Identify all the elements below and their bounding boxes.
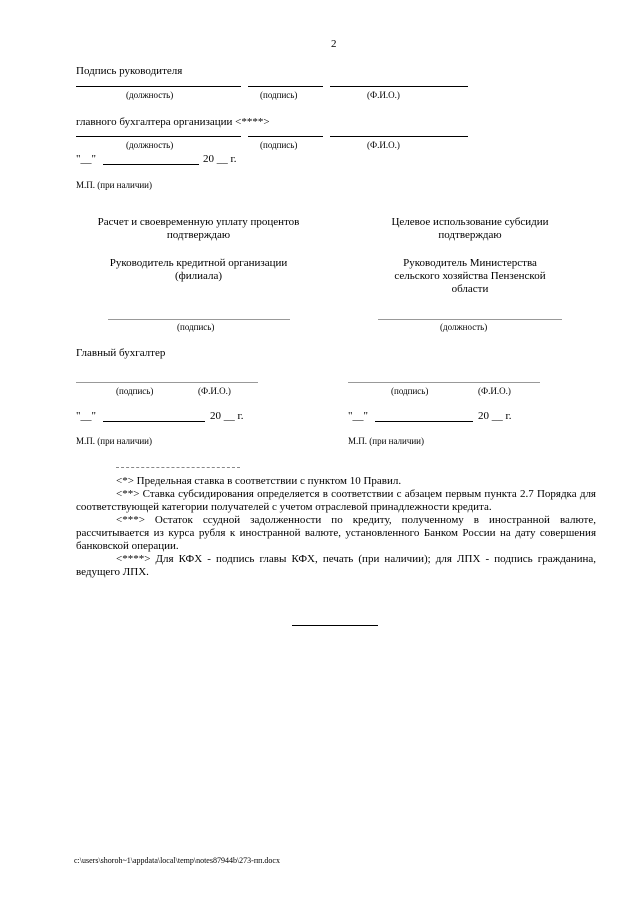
- ministry-position-line: [378, 319, 562, 320]
- chief-accountant-right-signature-label: (подпись): [391, 386, 429, 396]
- bank-signature-line: [108, 319, 290, 320]
- chief-accountant-left-stamp: М.П. (при наличии): [76, 436, 152, 446]
- chief-accountant-right-date-year: 20 __ г.: [478, 410, 512, 422]
- chief-accountant-right-name-label: (Ф.И.О.): [478, 386, 511, 396]
- file-path: c:\users\shoroh~1\appdata\local\temp\notes87944b\273-пп.docx: [74, 856, 280, 865]
- chief-accountant-left-signature-label: (подпись): [116, 386, 154, 396]
- footnote-2: <**> Ставка субсидирования определяется в соответствии с абзацем первым пункта 2.7 Порядка для соответствующей категории получателей с учетом отраслевой принадлежности кредита.: [76, 488, 596, 513]
- accountant-position-label: (должность): [126, 140, 174, 150]
- stamp-note: М.П. (при наличии): [76, 180, 152, 190]
- chief-accountant-left-date-year: 20 __ г.: [210, 410, 244, 422]
- manager-signature-heading: Подпись руководителя: [76, 65, 183, 77]
- ministry-confirmation-text: Целевое использование субсидии подтверждаю: [391, 216, 549, 241]
- date-year: 20 __ г.: [203, 153, 237, 165]
- manager-position-label: (должность): [126, 90, 174, 100]
- chief-accountant-left-line: [76, 382, 258, 383]
- bank-signature-label: (подпись): [177, 322, 215, 332]
- accountant-position-line: [76, 136, 241, 137]
- accountant-name-label: (Ф.И.О.): [367, 140, 400, 150]
- chief-accountant-left-name-label: (Ф.И.О.): [198, 386, 231, 396]
- bank-confirmation-text: Расчет и своевременную уплату процентов подтверждаю: [97, 216, 300, 241]
- bank-manager-role: Руководитель кредитной организации (филиала): [109, 257, 288, 282]
- accountant-signature-label: (подпись): [260, 140, 298, 150]
- chief-accountant-heading: Главный бухгалтер: [76, 347, 166, 359]
- chief-accountant-right-stamp: М.П. (при наличии): [348, 436, 424, 446]
- accountant-signature-line: [248, 136, 323, 137]
- footnote-1: <*> Предельная ставка в соответствии с пунктом 10 Правил.: [116, 475, 402, 487]
- footnotes: [76, 475, 596, 579]
- chief-accountant-left-date-quote: "__": [76, 410, 96, 422]
- ministry-position-label: (должность): [440, 322, 488, 332]
- manager-name-line: [330, 86, 468, 87]
- chief-accountant-right-date-line: [375, 421, 473, 422]
- ministry-manager-role: Руководитель Министерства сельского хозяйства Пензенской области: [394, 257, 546, 295]
- manager-signature-label: (подпись): [260, 90, 298, 100]
- date-quote: "__": [76, 153, 96, 165]
- manager-signature-line: [248, 86, 323, 87]
- accountant-name-line: [330, 136, 468, 137]
- date-month-line: [103, 164, 199, 165]
- chief-accountant-right-date-quote: "__": [348, 410, 368, 422]
- chief-accountant-right-line: [348, 382, 540, 383]
- manager-position-line: [76, 86, 241, 87]
- chief-accountant-left-date-line: [103, 421, 205, 422]
- footnote-separator: [116, 467, 240, 468]
- accountant-signature-heading: главного бухгалтера организации <****>: [76, 116, 270, 128]
- footnote-4: <****> Для КФХ - подпись главы КФХ, печать (при наличии); для ЛПХ - подпись гражданина, ведущего ЛПХ.: [76, 553, 596, 578]
- closing-line: [292, 625, 378, 626]
- page-number: 2: [331, 38, 337, 50]
- footnote-3: <***> Остаток ссудной задолженности по кредиту, полученному в иностранной валюте, рассчитывается из курса рубля к иностранной валюте, установленного Банком России на дату совершения банковской операции.: [76, 514, 596, 552]
- manager-name-label: (Ф.И.О.): [367, 90, 400, 100]
